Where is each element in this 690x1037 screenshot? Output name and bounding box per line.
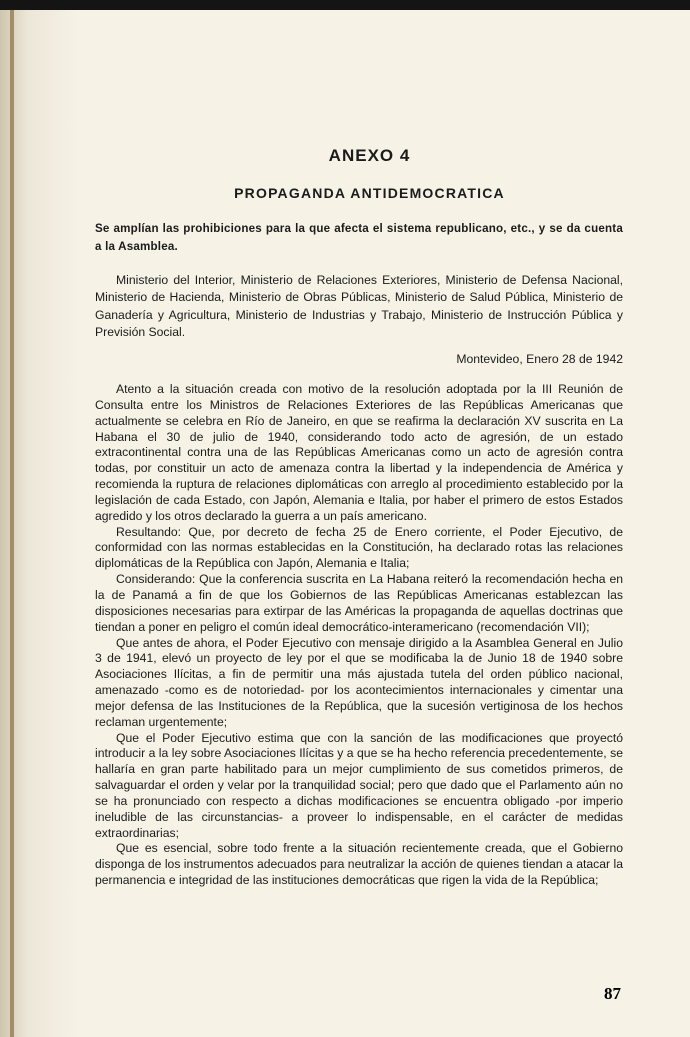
binding-spine — [10, 10, 14, 1037]
paragraph-atento: Atento a la situación creada con motivo de la resolución adoptada por la III Reunión de Consulta entre los Ministros de Relaciones Exteriores de las Repúblicas Americanas que actualmente se celebra en Río de Janeiro, en que se reafirma la declaración XV suscrita en La Habana el 30 de julio de 1940, considerando todo acto de agresión, de un estado extracontinental contra una de las Repúblicas Americanas como un acto de agresión contra todas, por constituir un acto de amenaza contra la libertad y la independencia de América y recomienda la ruptura de relaciones diplomáticas con arreglo al procedimiento establecido por la legislación de cada Estado, con Japón, Alemania e Italia, por haber el primero de estos Estados agredido y los otros declarado la guerra a un país americano. — [95, 382, 623, 523]
paragraph-mensaje-asamblea: Que antes de ahora, el Poder Ejecutivo con mensaje dirigido a la Asamblea General en Julio 3 de 1941, elevó un proyecto de ley por el que se modificaba la de Junio 18 de 1940 sobre Asociaciones Ilícitas, a fin de permitir una más ajustada tutela del orden público nacional, amenazado -como es de notoriedad- por los acontecimientos internacionales y cimentar una mejor defensa de las Instituciones de la República, que la sucesión vertiginosa de los hechos reclaman urgentemente; — [95, 635, 623, 729]
page-number: 87 — [604, 984, 621, 1003]
paragraph-modificaciones: Que el Poder Ejecutivo estima que con la sanción de las modificaciones que proyectó introducir a la ley sobre Asociaciones Ilícitas y a que se ha hecho referencia precedentemente, se hallaría en gran parte habilitado para un mejor cumplimiento de sus cometidos primeros, de salvaguardar el orden y velar por la tranquilidad social; pero que dado que el Parlamento aún no se ha pronunciado con respecto a dichas modificaciones se encuentra obligado -por imperio ineludible de las circunstancias- a proveer lo indispensable, en el carácter de medidas extraordinarias; — [95, 730, 623, 840]
annex-title: ANEXO 4 — [328, 146, 411, 165]
paragraph-instrumentos: Que es esencial, sobre todo frente a la situación recientemente creada, que el Gobierno disponga de los instrumentos adecuados para neutralizar la acción de quienes tiendan a atacar la permanencia e integridad de las instituciones democráticas que rigen la vida de la República; — [95, 841, 623, 888]
dateline: Montevideo, Enero 28 de 1942 — [456, 352, 623, 366]
annex-summary: Se amplían las prohibiciones para la que afecta el sistema republicano, etc., y se da cuenta a la Asamblea. — [95, 222, 623, 253]
decree-body — [95, 382, 623, 889]
book-page — [0, 10, 690, 1037]
top-dark-edge — [0, 0, 690, 10]
paragraph-considerando: Considerando: Que la conferencia suscrita en La Habana reiteró la recomendación hecha en la de Panamá a fin de que los Gobiernos de las Repúblicas Americanas establezcan las disposiciones necesarias para extirpar de las Américas la propaganda de aquellas doctrinas que tiendan a poner en peligro el común ideal democrático-interamericano (recomendación VII); — [95, 572, 623, 634]
annex-subtitle: PROPAGANDA ANTIDEMOCRATICA — [234, 185, 505, 201]
ministries-list: Ministerio del Interior, Ministerio de Relaciones Exteriores, Ministerio de Defensa Nacional, Ministerio de Hacienda, Ministerio de Obras Públicas, Ministerio de Salud Pública, Ministerio de Ganadería y Agricultura, Ministerio de Industrias y Trabajo, Ministerio de Instrucción Pública y Previsión Social. — [95, 273, 623, 340]
paragraph-resultando: Resultando: Que, por decreto de fecha 25 de Enero corriente, el Poder Ejecutivo, de conformidad con las normas establecidas en la Constitución, ha declarado rotas las relaciones diplomáticas de la República con Japón, Alemania e Italia; — [95, 524, 623, 571]
